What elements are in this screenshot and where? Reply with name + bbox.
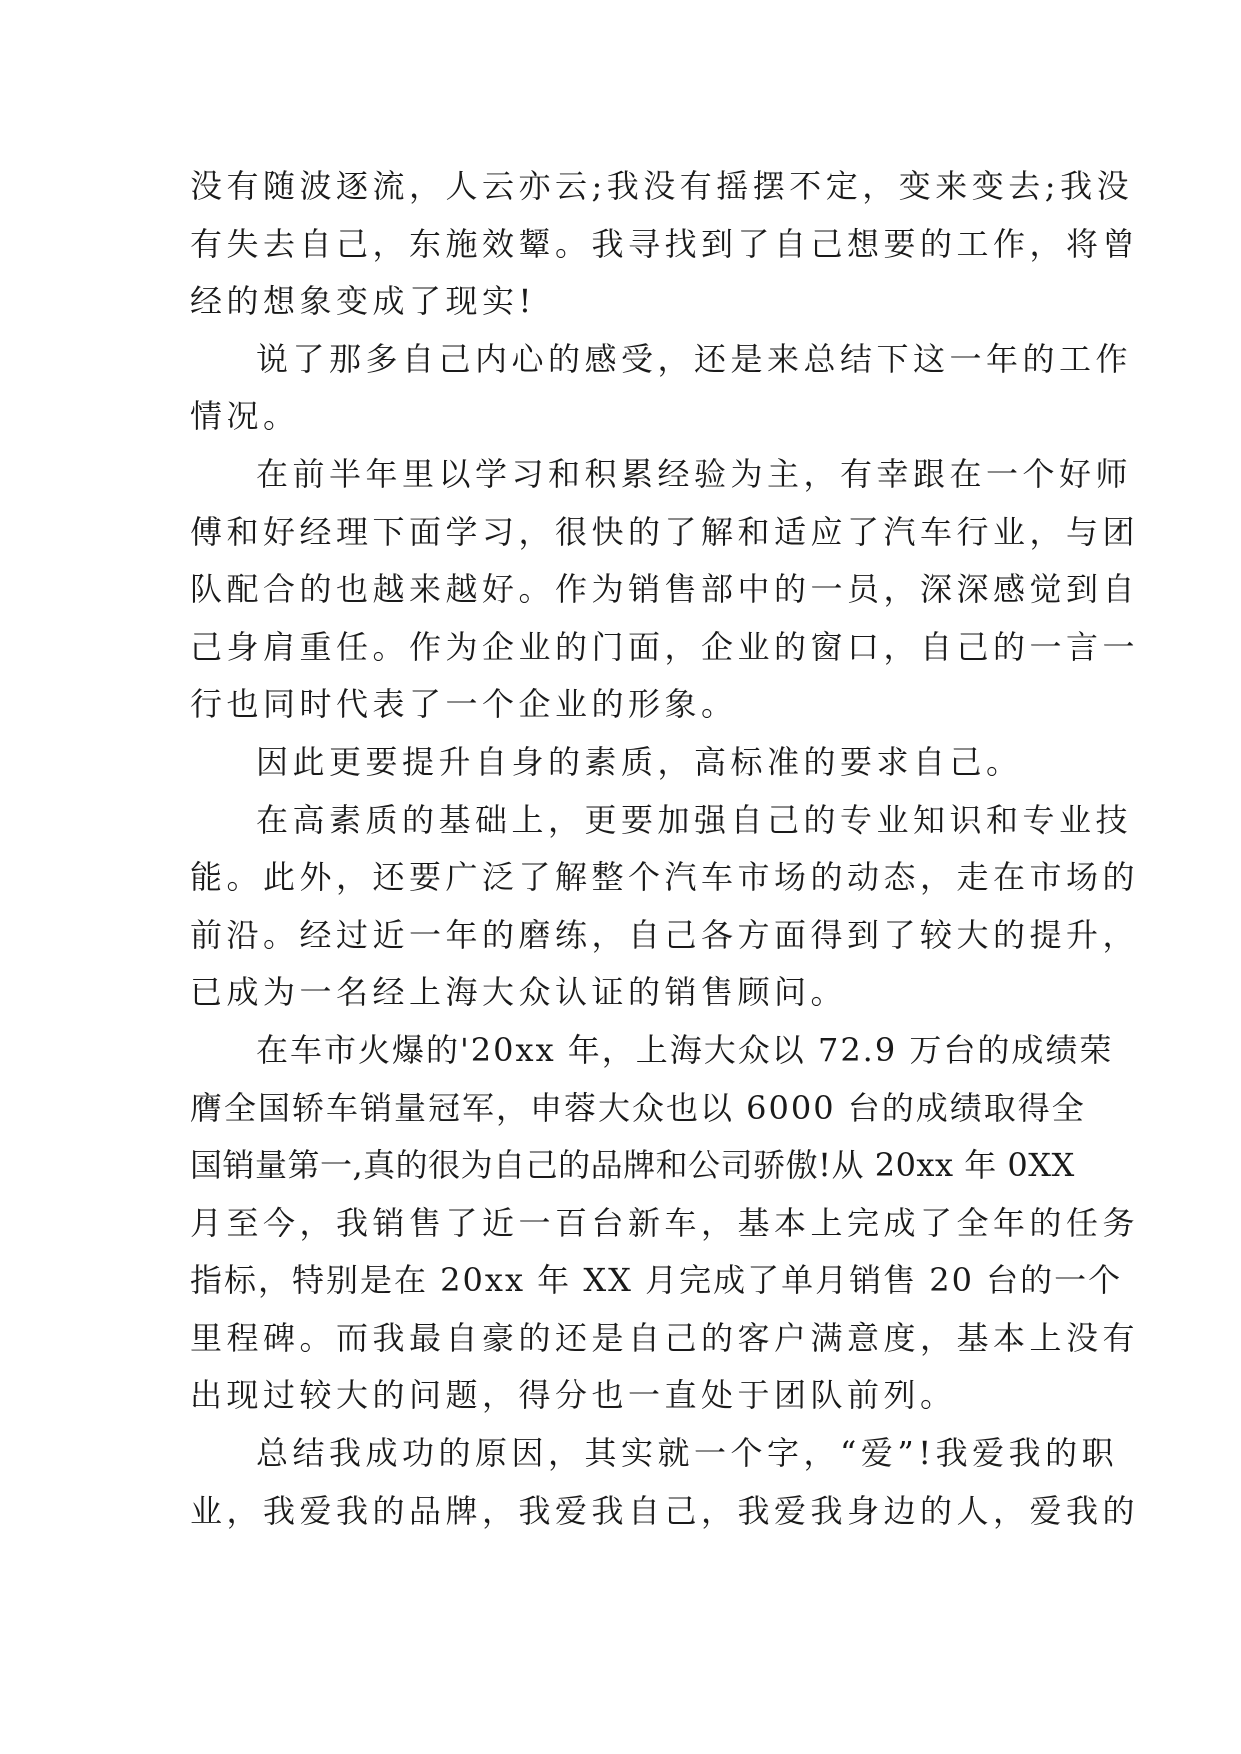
text-line: 能。此外，还要广泛了解整个汽车市场的动态，走在市场的 <box>190 858 1140 897</box>
text-line: 有失去自己，东施效颦。我寻找到了自己想要的工作，将曾 <box>190 224 1140 263</box>
text-line: 己身肩重任。作为企业的门面，企业的窗口，自己的一言一 <box>190 627 1140 666</box>
text-line: 出现过较大的问题，得分也一直处于团队前列。 <box>190 1376 957 1415</box>
document-body <box>190 158 1140 1540</box>
paragraph-first-line: 总结我成功的原因，其实就一个字，“爱”!我爱我的职 <box>256 1434 1119 1473</box>
text-line: 膺全国轿车销量冠军，申蓉大众也以 6000 台的成绩取得全 <box>190 1088 1086 1127</box>
text-line: 月至今，我销售了近一百台新车，基本上完成了全年的任务 <box>190 1203 1140 1242</box>
text-line: 已成为一名经上海大众认证的销售顾问。 <box>190 973 848 1012</box>
text-line: 国销量第一,真的很为自己的品牌和公司骄傲!从 20xx 年 0XX <box>190 1146 1075 1185</box>
text-line: 指标，特别是在 20xx 年 XX 月完成了单月销售 20 台的一个 <box>190 1261 1123 1300</box>
paragraph-first-line: 在高素质的基础上，更要加强自己的专业知识和专业技 <box>256 800 1133 839</box>
paragraph-first-line: 说了那多自己内心的感受，还是来总结下这一年的工作 <box>256 339 1133 378</box>
paragraph-first-line: 在车市火爆的'20xx 年，上海大众以 72.9 万台的成绩荣 <box>256 1030 1114 1069</box>
text-line: 行也同时代表了一个企业的形象。 <box>190 685 738 724</box>
paragraph-first-line: 在前半年里以学习和积累经验为主，有幸跟在一个好师 <box>256 454 1133 493</box>
text-line: 队配合的也越来越好。作为销售部中的一员，深深感觉到自 <box>190 570 1140 609</box>
text-line: 没有随波逐流，人云亦云;我没有摇摆不定，变来变去;我没 <box>190 167 1134 205</box>
text-line: 里程碑。而我最自豪的还是自己的客户满意度，基本上没有 <box>190 1318 1140 1357</box>
text-line: 傅和好经理下面学习，很快的了解和适应了汽车行业，与团 <box>190 512 1140 551</box>
text-line: 经的想象变成了现实! <box>190 282 536 321</box>
text-line: 前沿。经过近一年的磨练，自己各方面得到了较大的提升， <box>190 915 1140 954</box>
text-line: 情况。 <box>190 397 300 436</box>
text-line: 业，我爱我的品牌，我爱我自己，我爱我身边的人，爱我的 <box>190 1491 1140 1530</box>
paragraph-first-line: 因此更要提升自身的素质，高标准的要求自己。 <box>256 742 1023 781</box>
